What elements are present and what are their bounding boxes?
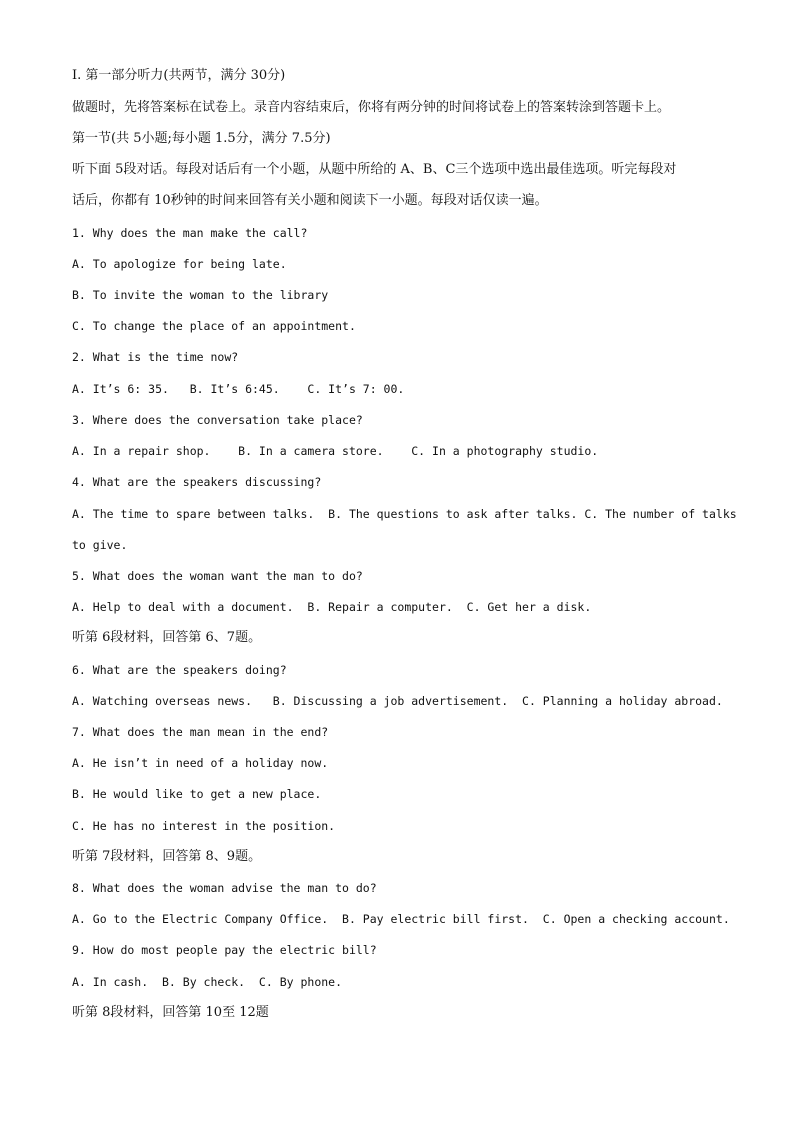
instructions: 做题时，先将答案标在试卷上。录音内容结束后，你将有两分钟的时间将试卷上的答案转涂到答题卡上。 [72, 100, 671, 115]
question-3: 3. Where does the conversation take place? [72, 413, 363, 427]
question-7-option-c: C. He has no interest in the position. [72, 819, 336, 833]
question-9-options: A. In cash. B. By check. C. By phone. [72, 975, 343, 989]
question-1-option-c: C. To change the place of an appointment. [72, 319, 356, 333]
question-3-options: A. In a repair shop. B. In a camera store. C. In a photography studio. [72, 444, 599, 458]
question-6-options: A. Watching overseas news. B. Discussing a job advertisement. C. Planning a holiday abroad. [72, 694, 723, 708]
part-instructions-line-2: 话后，你都有 10秒钟的时间来回答有关小题和阅读下一小题。每段对话仅读一遍。 [72, 193, 548, 208]
question-1-option-a: A. To apologize for being late. [72, 257, 287, 271]
question-8: 8. What does the woman advise the man to do? [72, 881, 377, 895]
question-7-option-b: B. He would like to get a new place. [72, 787, 322, 801]
question-4-options: A. The time to spare between talks. B. The questions to ask after talks. C. The number of talks [72, 507, 737, 521]
part-heading: 第一节(共 5小题;每小题 1.5分，满分 7.5分) [72, 131, 331, 146]
material-8-heading: 听第 8段材料，回答第 10至 12题 [72, 1005, 269, 1020]
question-9: 9. How do most people pay the electric bill? [72, 943, 377, 957]
question-5-options: A. Help to deal with a document. B. Repair a computer. C. Get her a disk. [72, 600, 592, 614]
question-8-options: A. Go to the Electric Company Office. B. Pay electric bill first. C. Open a checking account. [72, 912, 730, 926]
material-6-heading: 听第 6段材料，回答第 6、7题。 [72, 630, 262, 645]
material-7-heading: 听第 7段材料，回答第 8、9题。 [72, 849, 262, 864]
question-4: 4. What are the speakers discussing? [72, 475, 322, 489]
section-heading: I. 第一部分听力(共两节，满分 30分) [72, 68, 286, 83]
question-1-option-b: B. To invite the woman to the library [72, 288, 329, 302]
question-6: 6. What are the speakers doing? [72, 663, 287, 677]
part-instructions-line-1: 听下面 5段对话。每段对话后有一个小题，从题中所给的 A、B、C三个选项中选出最佳选项。听完每段对 [72, 162, 677, 177]
question-2: 2. What is the time now? [72, 350, 239, 364]
question-5: 5. What does the woman want the man to do? [72, 569, 363, 583]
question-7-option-a: A. He isn’t in need of a holiday now. [72, 756, 329, 770]
question-2-options: A. It’s 6: 35. B. It’s 6:45. C. It’s 7: 00. [72, 382, 405, 396]
question-1: 1. Why does the man make the call? [72, 226, 308, 240]
question-4-options-continued: to give. [72, 538, 128, 552]
question-7: 7. What does the man mean in the end? [72, 725, 329, 739]
